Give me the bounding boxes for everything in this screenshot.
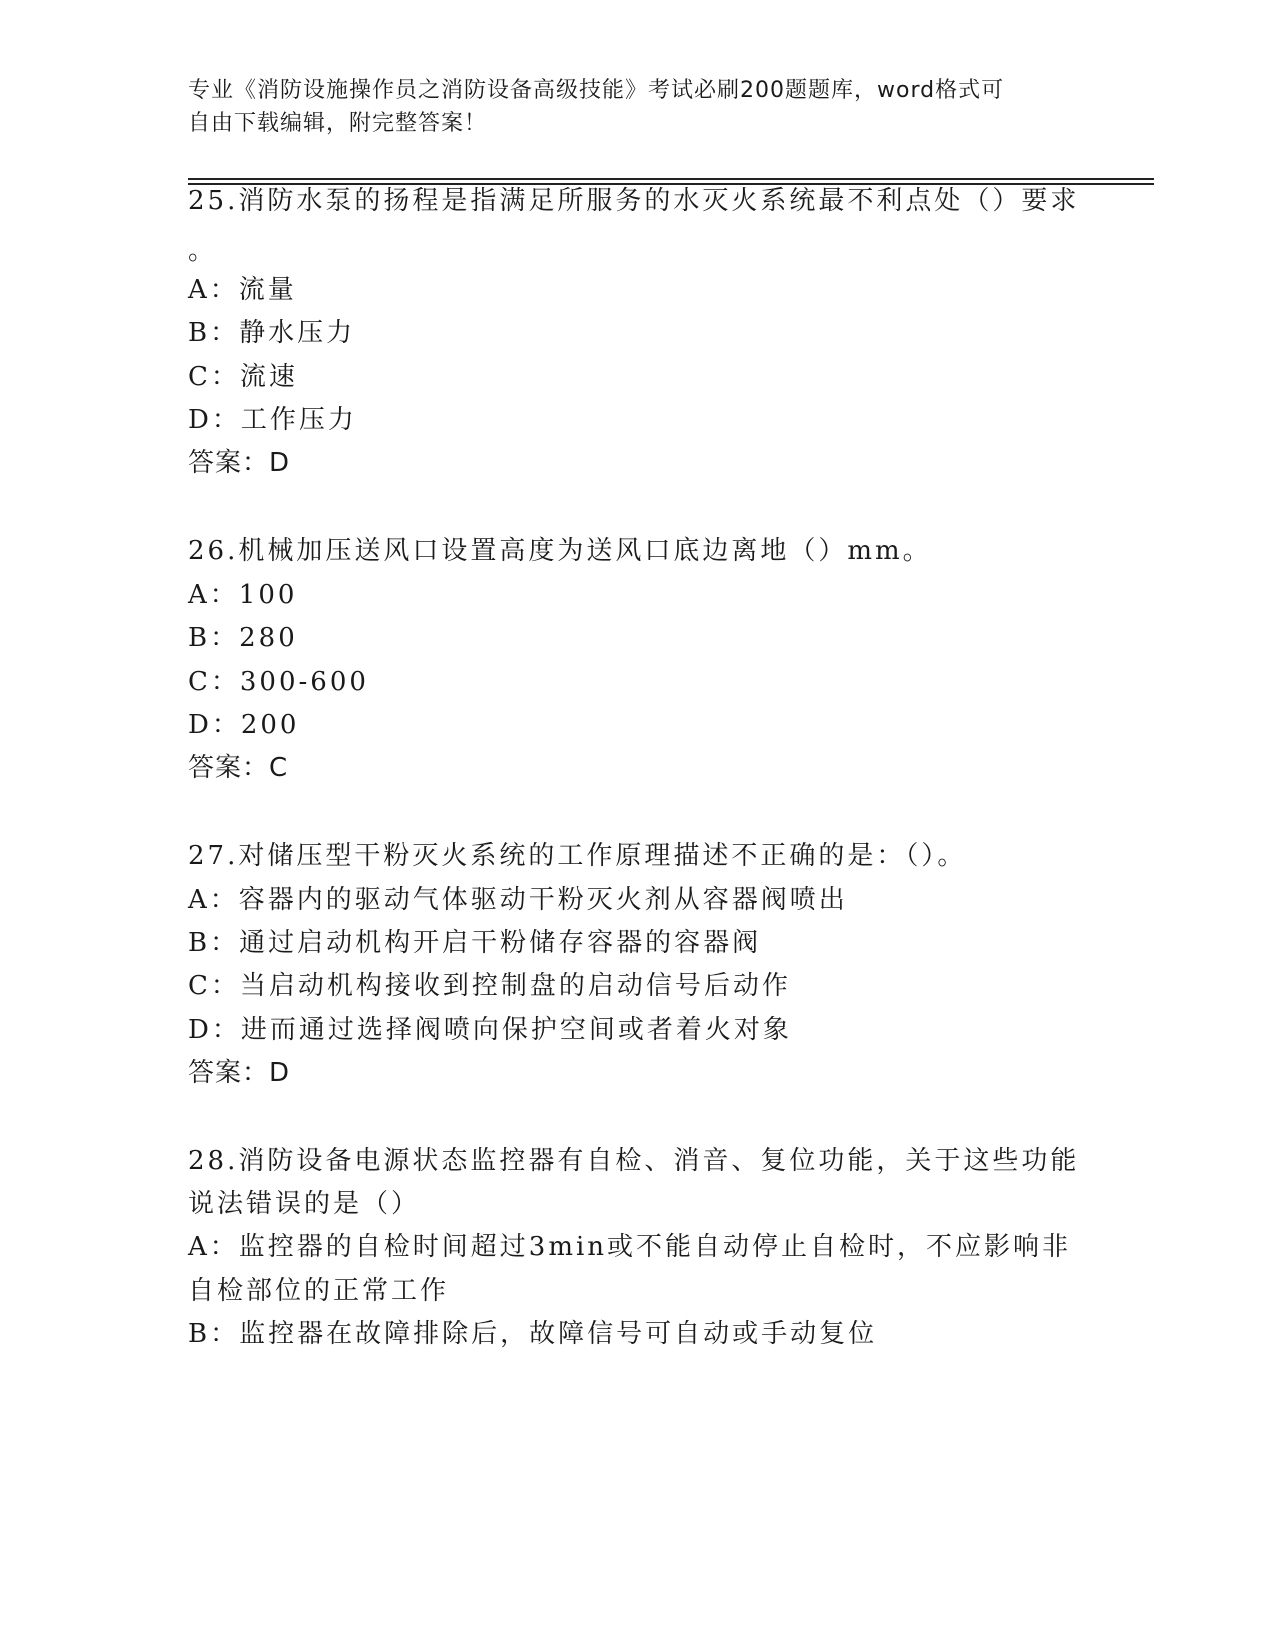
header-line-1: 专业《消防设施操作员之消防设备高级技能》考试必刷200题题库，word格式可 xyxy=(188,78,1005,103)
question-stem: 25.消防水泵的扬程是指满足所服务的水灭火系统最不利点处（）要求 xyxy=(188,186,1080,216)
option-b: B：监控器在故障排除后，故障信号可自动或手动复位 xyxy=(188,1319,878,1349)
question-stem: 27.对储压型干粉灭火系统的工作原理描述不正确的是：（）。 xyxy=(188,841,967,871)
option-a-continued: 自检部位的正常工作 xyxy=(188,1276,450,1306)
option-a: A：100 xyxy=(188,580,298,610)
question-stem: 28.消防设备电源状态监控器有自检、消音、复位功能，关于这些功能 xyxy=(188,1146,1080,1176)
option-d: D：200 xyxy=(188,710,300,740)
option-a: A：流量 xyxy=(188,275,297,305)
question-stem-continued: 。 xyxy=(188,236,218,266)
option-c: C：流速 xyxy=(188,362,298,392)
answer-label: 答案：D xyxy=(188,448,291,478)
option-b: B：280 xyxy=(188,623,298,653)
option-c: C：当启动机构接收到控制盘的启动信号后动作 xyxy=(188,971,791,1001)
option-c: C：300-600 xyxy=(188,667,369,697)
question-stem-continued: 说法错误的是（） xyxy=(188,1189,421,1219)
header-divider-top xyxy=(188,178,1154,180)
header-divider-bottom xyxy=(188,183,1154,185)
document-header xyxy=(188,74,1088,140)
header-line-2: 自由下载编辑，附完整答案！ xyxy=(188,111,488,136)
option-b: B：静水压力 xyxy=(188,318,356,348)
option-a: A：监控器的自检时间超过3min或不能自动停止自检时，不应影响非 xyxy=(188,1232,1072,1262)
answer-label: 答案：D xyxy=(188,1058,291,1088)
answer-label: 答案：C xyxy=(188,753,289,783)
option-d: D：进而通过选择阀喷向保护空间或者着火对象 xyxy=(188,1015,792,1045)
option-d: D：工作压力 xyxy=(188,405,357,435)
option-a: A：容器内的驱动气体驱动干粉灭火剂从容器阀喷出 xyxy=(188,885,848,915)
option-b: B：通过启动机构开启干粉储存容器的容器阀 xyxy=(188,928,762,958)
question-stem: 26.机械加压送风口设置高度为送风口底边离地（）mm。 xyxy=(188,536,932,566)
